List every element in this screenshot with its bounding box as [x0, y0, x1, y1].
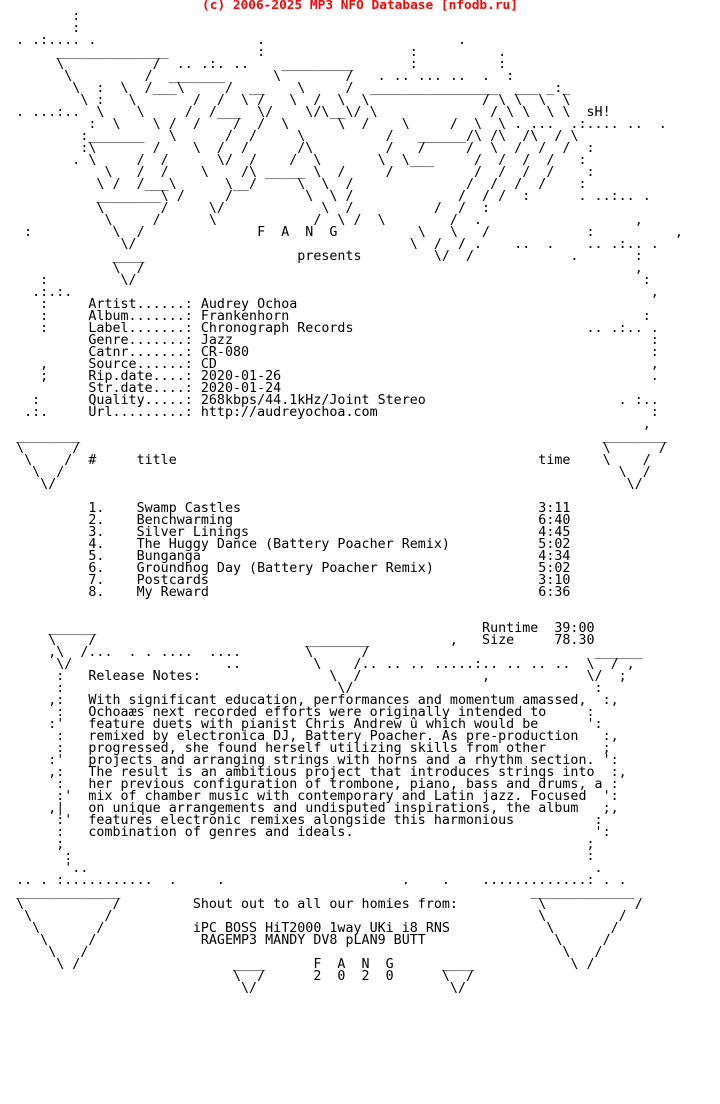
nfo-line: 5. Bunganga 4:34 — [0, 549, 571, 564]
nfo-line: \ / \ / — [0, 909, 627, 924]
nfo-line: : remixed by electronica DJ, Battery Poacher. As pre-production :, — [0, 729, 619, 744]
nfo-line: \ / / \ /\ _____ \ / / / / / / : — [0, 165, 595, 180]
nfo-line: ; ; — [0, 837, 595, 852]
nfo-line: \ : \ /___\ / __ \ / ________________ ___ _:_ — [0, 81, 571, 96]
nfo-text — [0, 11, 683, 995]
nfo-line: : \/ : — [0, 681, 603, 696]
nfo-line: : Label.......: Chronograph Records .. .:.. . — [0, 321, 659, 336]
nfo-line: \ : \ / / \ / \ / \ \ / \ \ \ \ — [0, 93, 571, 108]
nfo-line: : : — [0, 849, 595, 864]
nfo-line: : \/ : — [0, 273, 651, 288]
nfo-line: \ / # title time \ / — [0, 453, 651, 468]
nfo-line: \ / /___\ \__/ \ \ / / / / / : — [0, 177, 587, 192]
nfo-line: .:.:. , — [0, 285, 659, 300]
nfo-line: ,: With significant education, performances and momentum amassed, :, — [0, 693, 619, 708]
nfo-line: ________\ / / \ \ / / / / : . ..:.. . — [0, 189, 651, 204]
nfo-line: ,| on unique arrangements and undisputed inspirations, the album ;, — [0, 801, 619, 816]
nfo-line: . \ / / \/ / / \ \ \___ / / / / : — [0, 153, 587, 168]
nfo-line: :' mix of chamber music with contemporary and Latin jazz. Focused ': — [0, 789, 619, 804]
nfo-line: \ / \ / \ / \ / . , — [0, 213, 643, 228]
nfo-line: .. . :........... . . . . .............: . . — [0, 873, 627, 888]
nfo-line: 2. Benchwarming 6:40 — [0, 513, 571, 528]
nfo-line: : Album.......: Frankenhorn : — [0, 309, 651, 324]
nfo-line: .:. Url.........: http://audreyochoa.com : — [0, 405, 659, 420]
nfo-line: : Ochoaæs next recorded efforts were originally intended to : — [0, 705, 595, 720]
nfo-line: 3. Silver Linings 4:45 — [0, 525, 571, 540]
nfo-line: : \ / F A N G \ \ / : , — [0, 225, 683, 240]
nfo-line: \ / _______ \ / . .. ... .. . : — [0, 69, 515, 84]
nfo-line: : — [0, 21, 81, 36]
nfo-line: \/ \/ — [0, 981, 466, 996]
nfo-line: :' feature duets with pianist Chris Andrew û which would be ': — [0, 717, 603, 732]
nfo-line: ________ ________ — [0, 429, 667, 444]
nfo-line: Catnr.......: CR-080 : — [0, 345, 659, 360]
nfo-line: ,\ /... . . .... .... \ / ______ — [0, 645, 643, 660]
nfo-line: \/ \/ — [0, 477, 643, 492]
nfo-line: : Release Notes: \ / , \/ ; — [0, 669, 627, 684]
nfo-line: 1. Swamp Castles 3:11 — [0, 501, 571, 516]
nfo-line: ____ presents \/ / . : — [0, 249, 643, 264]
nfo-line: Str.date....: 2020-01-24 — [0, 381, 282, 396]
nfo-line: '.. . — [0, 861, 603, 876]
nfo-line: :\ / \ / / /\ / / / \ / / / : — [0, 141, 595, 156]
nfo-line: :' features electronic remixes alongside this harmonious : — [0, 813, 603, 828]
nfo-line: \/ .. \ /.. .. .. .....:.. .. .. .. \ / , — [0, 657, 635, 672]
nfo-line: \ / \ / — [0, 945, 603, 960]
nfo-line: : Quality.....: 268kbps/44.1kHz/Joint Stereo . :.. — [0, 393, 659, 408]
nfo-line: :_______ \ / / \ / ______/\ /\ /\ / \ — [0, 129, 579, 144]
nfo-line: , — [0, 417, 651, 432]
nfo-line: ______ Runtime 39:00 — [0, 621, 595, 636]
nfo-line: \ / \ / — [0, 441, 667, 456]
nfo-line: \ / \ / — [0, 465, 651, 480]
nfo-line: . .:.... . . . — [0, 33, 466, 48]
nfo-line: \ / iPC BOSS HiT2000 1way UKi i8 RNS \ / — [0, 921, 619, 936]
nfo-line: \/ \ / / . .. . .. .:.. . — [0, 237, 659, 252]
nfo-line: , Source......: CD , — [0, 357, 659, 372]
nfo-line: : Artist......: Audrey Ochoa — [0, 297, 298, 312]
nfo-line: . ...:.. \ \ / /___ \/ \/\__\/ \ / \ \ \ \ sH! — [0, 105, 611, 120]
nfo-line: Genre.......: Jazz : — [0, 333, 659, 348]
nfo-line: \ / .. .:. .. _________ : : — [0, 57, 507, 72]
nfo-line: \ / , — [0, 261, 643, 276]
site-header: (c) 2006-2025 MP3 NFO Database [nfodb.ru] — [202, 0, 518, 13]
nfo-line: 4. The Huggy Dance (Battery Poacher Remix) 5:02 — [0, 537, 571, 552]
nfo-line: ______________ : : . — [0, 45, 507, 60]
nfo-line: \ / RAGEMP3 MANDY DV8 pLAN9 BUTT \ / — [0, 933, 611, 948]
nfo-line: \ / Shout out to all our homies from: \ / — [0, 897, 643, 912]
nfo-line: : \ \ / / / / \ \ / \ / \ \ . ... .:.... .. . — [0, 117, 667, 132]
nfo-line: : progressed, she found herself utilizing skills from other ; — [0, 741, 611, 756]
nfo-line: \ / ________ , Size 78.30 — [0, 633, 595, 648]
nfo-line: \ / ____ F A N G ____ \ / — [0, 957, 595, 972]
nfo-line: :' projects and arranging strings with horns and a rhythm section. ': — [0, 753, 619, 768]
nfo-line: ; Rip.date....: 2020-01-26 . — [0, 369, 659, 384]
nfo-line: : — [0, 9, 81, 24]
nfo-line: \ / 2 0 2 0 \ / — [0, 969, 475, 984]
nfo-line: 8. My Reward 6:36 — [0, 585, 571, 600]
nfo-line: 7. Postcards 3:10 — [0, 573, 571, 588]
nfo-line: \ / \/ \ / / / : — [0, 201, 491, 216]
nfo-line: : her previous configuration of trombone, piano, bass and drums, a : — [0, 777, 619, 792]
nfo-line: : combination of genres and ideals. ': — [0, 825, 611, 840]
nfo-line: ,: The result is an ambitious project that introduces strings into :, — [0, 765, 627, 780]
nfo-line: 6. Groundhog Day (Battery Poacher Remix) 5:02 — [0, 561, 571, 576]
nfo-line: _____________ _____________ — [0, 885, 635, 900]
